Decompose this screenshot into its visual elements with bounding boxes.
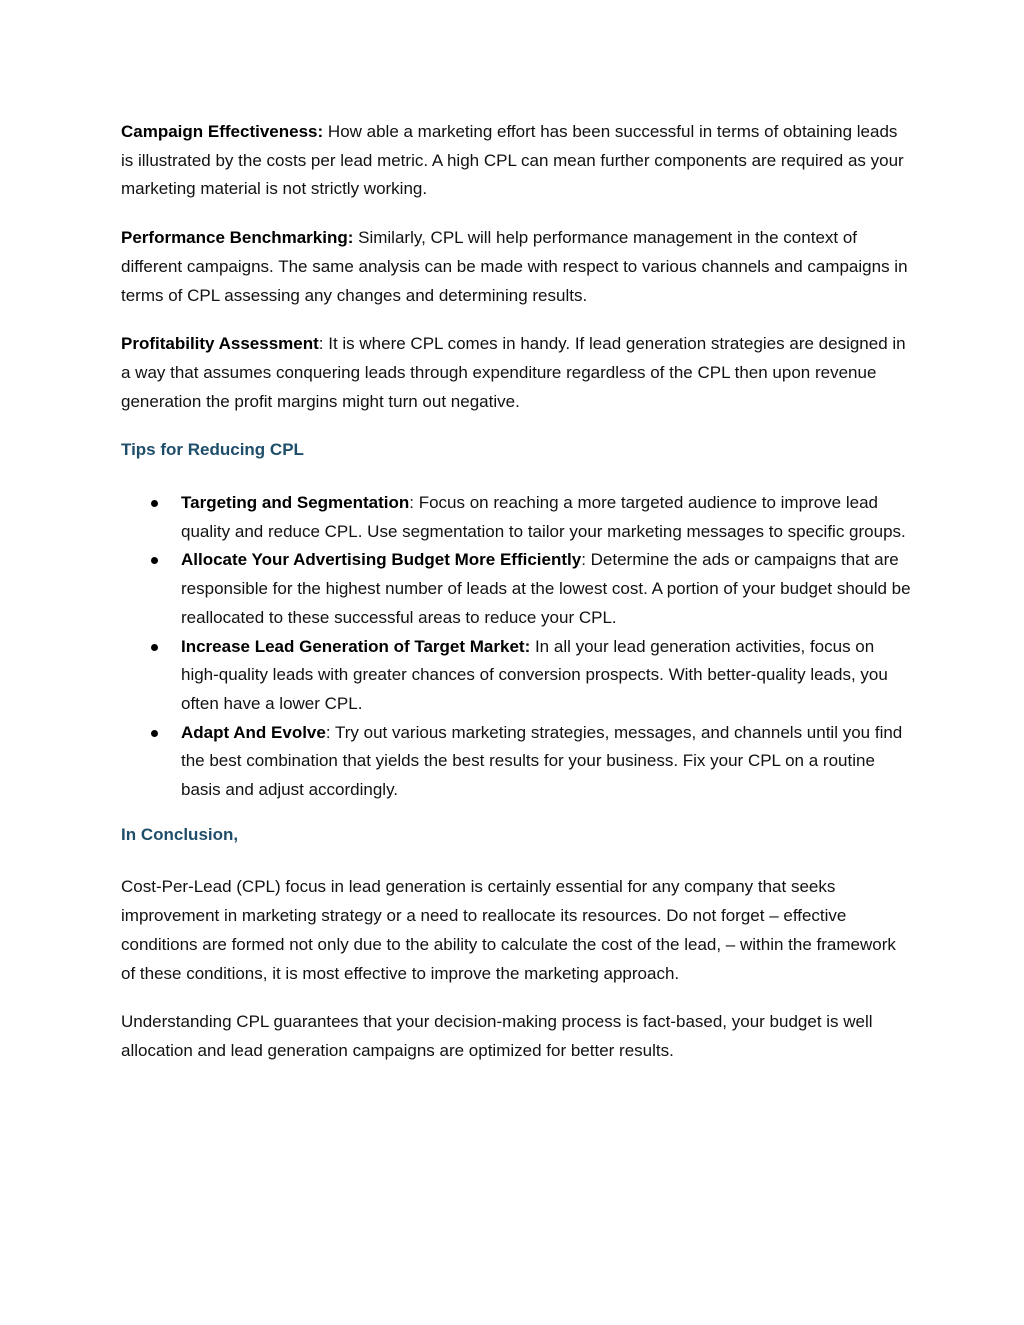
list-item-text: : Determine the ads or campaigns that are responsible for the highest number of leads at the lowest cost. A portion of your budget should be reallocated to these successful areas to reduce your CPL. bbox=[181, 550, 911, 627]
paragraph-label: Campaign Effectiveness: bbox=[121, 122, 324, 141]
list-item-text: : Focus on reaching a more targeted audience to improve lead quality and reduce CPL. Use segmentation to tailor your marketing messages to specific groups. bbox=[181, 493, 906, 541]
paragraph-text: How able a marketing effort has been successful in terms of obtaining leads is illustrated by the costs per lead metric. A high CPL can mean further components are required as your marketing material is not strictly working. bbox=[121, 122, 904, 199]
list-item-label: Targeting and Segmentation bbox=[181, 493, 410, 513]
list-item-text: In all your lead generation activities, focus on high-quality leads with greater chances of conversion prospects. With better-quality leads, you often have a lower CPL. bbox=[181, 636, 888, 713]
list-item-label: Increase Lead Generation of Target Market: bbox=[181, 636, 531, 656]
list-item-text: : Try out various marketing strategies, messages, and channels until you find the best combination that yields the best results for your business. Fix your CPL on a routine basis and adjust accordingly. bbox=[181, 722, 903, 800]
conclusion-paragraph: Cost-Per-Lead (CPL) focus in lead generation is certainly essential for any company that seeks improvement in marketing strategy or a need to reallocate its resources. Do not forget – effective conditions are formed not only due to the ability to calculate the cost of the lead, – within the framework of these conditions, it is most effective to improve the marketing approach. bbox=[121, 877, 896, 983]
bullet-icon bbox=[151, 557, 158, 564]
bullet-icon bbox=[151, 500, 158, 507]
paragraph-campaign-effectiveness bbox=[121, 118, 911, 204]
section-heading-conclusion: In Conclusion, bbox=[121, 824, 239, 844]
page-content bbox=[121, 118, 911, 1086]
paragraph-text: Similarly, CPL will help performance management in the context of different campaigns. The same analysis can be made with respect to various channels and campaigns in terms of CPL assessing any changes and determining results. bbox=[121, 228, 908, 305]
paragraph-label: Profitability Assessment bbox=[121, 334, 319, 354]
paragraph-performance-benchmarking bbox=[121, 224, 911, 310]
paragraph-label: Performance Benchmarking: bbox=[121, 228, 354, 248]
list-item bbox=[121, 489, 911, 546]
paragraph-profitability-assessment bbox=[121, 330, 911, 416]
list-item bbox=[121, 633, 911, 719]
bullet-icon bbox=[151, 644, 158, 651]
section-heading-tips: Tips for Reducing CPL bbox=[121, 440, 304, 460]
list-item-label: Adapt And Evolve bbox=[181, 722, 326, 742]
list-item bbox=[121, 546, 911, 632]
list-item bbox=[121, 719, 911, 805]
conclusion-paragraph: Understanding CPL guarantees that your decision-making process is fact-based, your budget is well allocation and lead generation campaigns are optimized for better results. bbox=[121, 1012, 873, 1060]
list-item-label: Allocate Your Advertising Budget More Efficiently bbox=[181, 550, 582, 570]
paragraph-text: : It is where CPL comes in handy. If lead generation strategies are designed in a way that assumes conquering leads through expenditure regardless of the CPL then upon revenue generation the profit margins might turn out negative. bbox=[121, 334, 906, 411]
tips-list bbox=[121, 489, 911, 805]
bullet-icon bbox=[151, 730, 158, 737]
